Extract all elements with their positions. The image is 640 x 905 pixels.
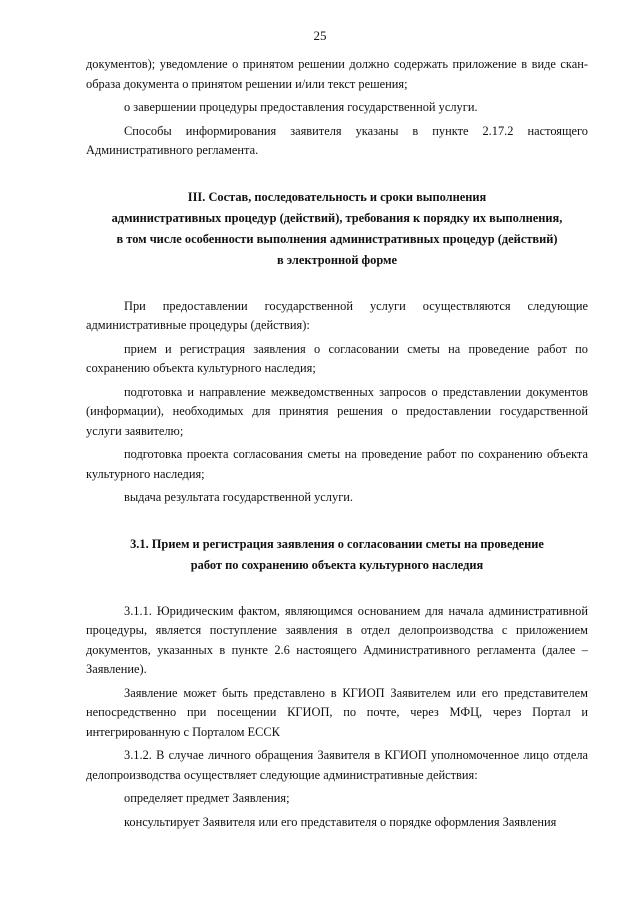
body-paragraph: 3.1.2. В случае личного обращения Заявителя в КГИОП уполномоченное лицо отдела делопроизводства осуществляет следующие административные действия:: [86, 748, 588, 782]
subsection-heading: работ по сохранению объекта культурного наследия: [190, 557, 484, 572]
body-paragraph: прием и регистрация заявления о согласовании сметы на проведение работ по сохранению объекта культурного наследия;: [86, 341, 588, 375]
intro-paragraph: о завершении процедуры предоставления государственной услуги.: [124, 100, 478, 114]
section-heading: в электронной форме: [277, 252, 397, 267]
body-paragraph: определяет предмет Заявления;: [124, 791, 290, 805]
body-paragraph: подготовка и направление межведомственных запросов о представлении документов (информации), необходимых для принятия решения о предоставлении государственной услуги заявителю;: [86, 384, 588, 438]
section-heading: в том числе особенности выполнения административных процедур (действий): [116, 231, 558, 246]
body-paragraph: 3.1.1. Юридическим фактом, являющимся основанием для начала административной процедуры, является поступление заявления в отдел делопроизводства с приложением документов, указанных в пункте 2.6 настоящего Административного регламента (далее – Заявление).: [86, 603, 588, 676]
page-content: [86, 55, 588, 832]
intro-paragraph: Способы информирования заявителя указаны в пункте 2.17.2 настоящего Административного регламента.: [86, 123, 588, 157]
body-paragraph: Заявление может быть представлено в КГИОП Заявителем или его представителем непосредственно при посещении КГИОП, по почте, через МФЦ, через Портал и интегрированную с Порталом ЕССК: [86, 685, 588, 739]
page-number: 25: [313, 28, 327, 43]
section-heading: административных процедур (действий), требования к порядку их выполнения,: [111, 210, 563, 225]
body-paragraph: консультирует Заявителя или его представителя о порядке оформления Заявления: [124, 814, 557, 829]
section-heading: III. Состав, последовательность и сроки выполнения: [187, 189, 487, 204]
intro-paragraph: документов); уведомление о принятом решении должно содержать приложение в виде скан-образа документа о принятом решении и/или текст решения;: [86, 57, 588, 91]
subsection-heading: 3.1. Прием и регистрация заявления о согласовании сметы на проведение: [130, 536, 544, 551]
body-paragraph: При предоставлении государственной услуги осуществляются следующие административные процедуры (действия):: [86, 298, 588, 332]
body-paragraph: подготовка проекта согласования сметы на проведение работ по сохранению объекта культурного наследия;: [86, 447, 588, 481]
body-paragraph: выдача результата государственной услуги.: [124, 490, 354, 504]
